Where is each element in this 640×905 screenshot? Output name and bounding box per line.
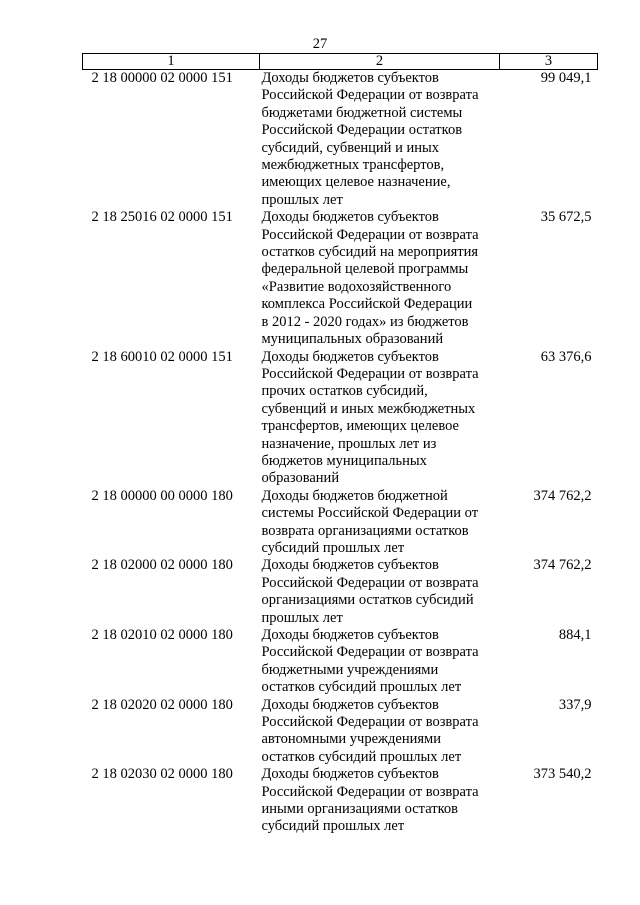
- amount-value: 63 376,6: [540, 348, 592, 365]
- table-row: [83, 697, 598, 767]
- description-line: межбюджетных трансфертов,: [261, 157, 445, 174]
- description-line: Российской Федерации от возврата: [261, 365, 479, 382]
- description-line: назначение, прошлых лет из: [261, 435, 437, 452]
- description-line: образований: [261, 470, 340, 487]
- description-line: Доходы бюджетов субъектов: [261, 557, 439, 574]
- budget-revenue-table: [82, 53, 598, 836]
- description-line: субсидий, субвенций и иных: [261, 139, 439, 156]
- page-number: 27: [312, 36, 328, 52]
- revenue-description: [260, 209, 500, 348]
- revenue-description: [260, 488, 500, 558]
- description-line: прошлых лет: [261, 191, 343, 208]
- description-line: Доходы бюджетов субъектов: [261, 627, 439, 643]
- description-line: прочих остатков субсидий,: [261, 383, 428, 400]
- description-line: Доходы бюджетов субъектов: [261, 696, 439, 713]
- description-line: иными организациями остатков: [261, 801, 459, 818]
- description-line: организациями остатков субсидий: [261, 592, 474, 609]
- description-line: трансфертов, имеющих целевое: [261, 418, 459, 435]
- budget-code: 2 18 00000 02 0000 151: [91, 70, 233, 86]
- budget-code: 2 18 02020 02 0000 180: [91, 696, 233, 713]
- description-line: бюджетами бюджетной системы: [261, 104, 463, 121]
- table-row: [83, 627, 598, 697]
- amount-value: 374 762,2: [533, 487, 592, 504]
- description-line: системы Российской Федерации от: [261, 505, 479, 522]
- description-line: остатков субсидий прошлых лет: [261, 748, 462, 765]
- description-line: бюджетными учреждениями: [261, 661, 439, 678]
- table-row: [83, 766, 598, 836]
- table-row: [83, 70, 598, 210]
- description-line: Доходы бюджетов субъектов: [261, 70, 439, 86]
- description-line: субсидий прошлых лет: [261, 539, 405, 556]
- description-line: Российской Федерации от возврата: [261, 644, 479, 661]
- amount-value: 373 540,2: [533, 766, 592, 783]
- description-line: Доходы бюджетов субъектов: [261, 209, 439, 226]
- description-line: Российской Федерации от возврата: [261, 87, 479, 104]
- budget-code: 2 18 02030 02 0000 180: [91, 766, 233, 783]
- amount-value: 99 049,1: [540, 70, 592, 86]
- table-body: [83, 70, 598, 836]
- description-line: имеющих целевое назначение,: [261, 174, 451, 191]
- column-header-1: 1: [83, 54, 260, 70]
- budget-code: 2 18 00000 00 0000 180: [91, 487, 233, 504]
- amount-value: 884,1: [558, 627, 592, 643]
- description-line: Доходы бюджетов субъектов: [261, 766, 439, 783]
- description-line: субсидий прошлых лет: [261, 818, 405, 835]
- revenue-description: [260, 557, 500, 627]
- revenue-description: [260, 627, 500, 697]
- budget-code: 2 18 25016 02 0000 151: [91, 209, 233, 226]
- description-line: остатков субсидий на мероприятия: [261, 244, 479, 261]
- description-line: автономными учреждениями: [261, 731, 441, 748]
- description-line: муниципальных образований: [261, 331, 444, 348]
- description-line: Доходы бюджетов субъектов: [261, 348, 439, 365]
- column-header-2: 2: [260, 54, 500, 70]
- description-line: Российской Федерации от возврата: [261, 714, 479, 731]
- description-line: Доходы бюджетов бюджетной: [261, 487, 448, 504]
- revenue-description: [260, 697, 500, 767]
- description-line: комплекса Российской Федерации: [261, 296, 473, 313]
- table-row: [83, 349, 598, 488]
- revenue-description: [260, 349, 500, 488]
- description-line: прошлых лет: [261, 609, 343, 626]
- column-header-3: 3: [500, 54, 598, 70]
- table-row: [83, 488, 598, 558]
- revenue-description: [260, 70, 500, 210]
- revenue-description: [260, 766, 500, 836]
- table-header: [83, 54, 598, 70]
- description-line: бюджетов муниципальных: [261, 452, 427, 469]
- description-line: в 2012 - 2020 годах» из бюджетов: [261, 313, 469, 330]
- description-line: остатков субсидий прошлых лет: [261, 679, 462, 696]
- description-line: Российской Федерации от возврата: [261, 226, 479, 243]
- header-row: [83, 54, 598, 70]
- budget-code: 2 18 02000 02 0000 180: [91, 557, 233, 574]
- description-line: «Развитие водохозяйственного: [261, 278, 452, 295]
- description-line: возврата организациями остатков: [261, 522, 469, 539]
- description-line: Российской Федерации от возврата: [261, 574, 479, 591]
- amount-value: 337,9: [558, 696, 592, 713]
- amount-value: 35 672,5: [540, 209, 592, 226]
- budget-code: 2 18 60010 02 0000 151: [91, 348, 233, 365]
- description-line: Российской Федерации остатков: [261, 122, 463, 139]
- description-line: субвенций и иных межбюджетных: [261, 400, 476, 417]
- table-row: [83, 209, 598, 348]
- table-row: [83, 557, 598, 627]
- amount-value: 374 762,2: [533, 557, 592, 574]
- description-line: федеральной целевой программы: [261, 261, 469, 278]
- description-line: Российской Федерации от возврата: [261, 783, 479, 800]
- budget-code: 2 18 02010 02 0000 180: [91, 627, 233, 643]
